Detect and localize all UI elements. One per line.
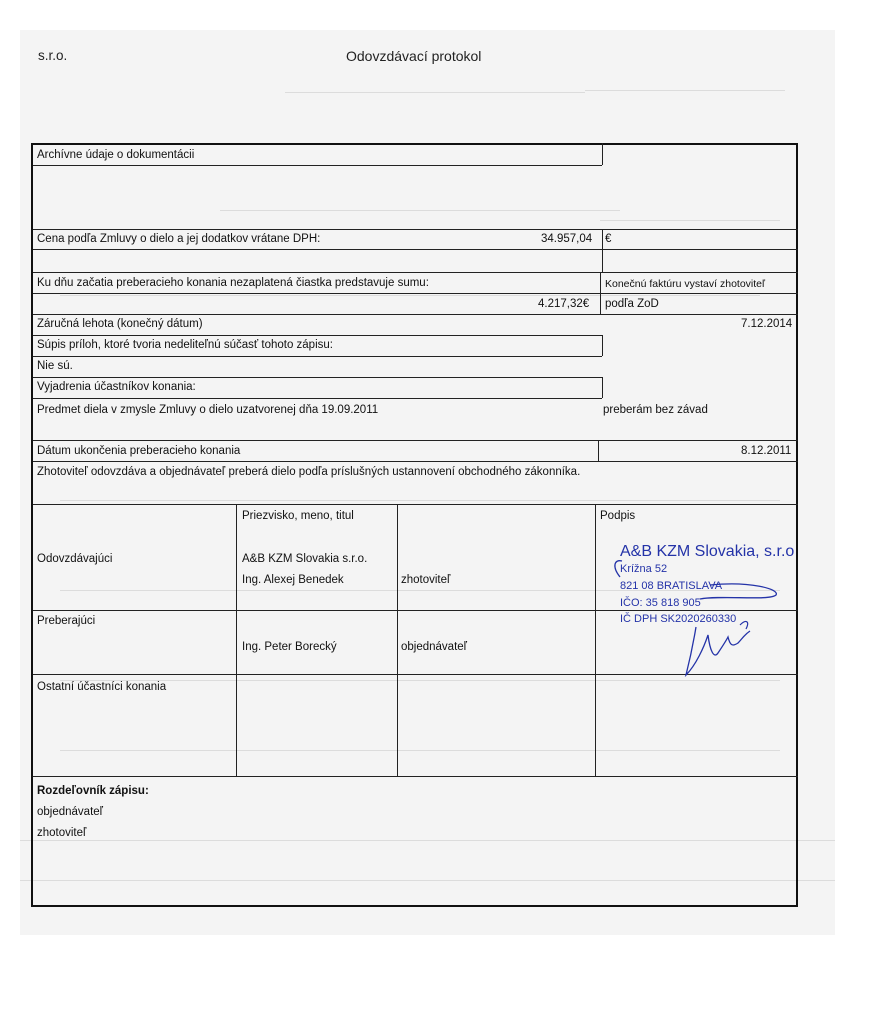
price-label: Cena podľa Zmluvy o dielo a jej dodatkov vrátane DPH:: [37, 233, 321, 245]
price-currency: €: [605, 233, 612, 245]
bleed-through-line: [285, 92, 585, 93]
table-rule: [33, 398, 602, 399]
stamp-street: Krížna 52: [620, 563, 668, 575]
table-rule: [600, 272, 601, 314]
handing-company: A&B KZM Slovakia s.r.o.: [242, 553, 368, 565]
col-signature-header: Podpis: [600, 510, 636, 522]
archive-label: Archívne údaje o dokumentácii: [37, 149, 195, 161]
receiving-label: Preberajúci: [37, 615, 96, 627]
table-rule: [595, 504, 596, 776]
distribution-item: objednávateľ: [37, 806, 104, 818]
table-rule: [236, 504, 237, 776]
unpaid-note-zod: podľa ZoD: [605, 298, 659, 310]
handover-text: Zhotoviteľ odovzdáva a objednávateľ preberá dielo podľa príslušných ustannovení obchodného zákonníka.: [37, 466, 581, 478]
distribution-item: zhotoviteľ: [37, 827, 87, 839]
handing-person: Ing. Alexej Benedek: [242, 574, 344, 586]
company-suffix: s.r.o.: [38, 48, 68, 63]
bleed-through-line: [585, 90, 785, 91]
table-rule: [602, 229, 603, 272]
table-rule: [598, 440, 599, 461]
col-name-header: Priezvisko, meno, titul: [242, 510, 354, 522]
distribution-label: Rozdeľovník zápisu:: [37, 785, 149, 797]
receiving-person: Ing. Peter Borecký: [242, 641, 337, 653]
table-rule: [33, 504, 798, 505]
attachments-label: Súpis príloh, ktoré tvoria nedeliteľnú súčasť tohoto zápisu:: [37, 339, 333, 351]
document-title: Odovzdávací protokol: [346, 48, 482, 64]
unpaid-note: Konečnú faktúru vystaví zhotoviteľ: [605, 278, 766, 290]
subject-text: Predmet diela v zmysle Zmluvy o dielo uzatvorenej dňa 19.09.2011: [37, 404, 379, 416]
warranty-value: 7.12.2014: [741, 318, 793, 330]
warranty-label: Záručná lehota (konečný dátum): [37, 318, 203, 330]
table-rule: [33, 249, 798, 250]
table-rule: [33, 356, 602, 357]
table-rule: [33, 314, 798, 315]
stamp-city: 821 08 BRATISLAVA: [620, 580, 723, 592]
table-rule: [397, 504, 398, 776]
price-value: 34.957,04: [541, 233, 593, 245]
table-rule: [33, 461, 798, 462]
unpaid-value: 4.217,32€: [538, 298, 590, 310]
receiving-role: objednávateľ: [401, 641, 468, 653]
table-rule: [602, 335, 603, 356]
table-rule: [33, 165, 602, 166]
subject-result: preberám bez závad: [603, 404, 708, 416]
table-rule: [33, 272, 798, 273]
table-rule: [602, 377, 603, 398]
table-rule: [33, 335, 602, 336]
handing-role: zhotoviteľ: [401, 574, 451, 586]
signature-icon: [600, 555, 840, 685]
table-rule: [33, 377, 602, 378]
unpaid-label: Ku dňu začatia preberacieho konania nezaplatená čiastka predstavuje sumu:: [37, 277, 429, 289]
stamp-dic: IČ DPH SK2020260330: [620, 613, 737, 625]
attachments-value: Nie sú.: [37, 360, 73, 372]
end-date-value: 8.12.2011: [741, 445, 792, 457]
stamp-ico: IČO: 35 818 905: [620, 597, 701, 609]
others-label: Ostatní účastníci konania: [37, 681, 167, 693]
stamp-company: A&B KZM Slovakia, s.r.o: [620, 543, 795, 560]
table-rule: [33, 229, 798, 230]
table-rule: [33, 776, 798, 777]
table-rule: [33, 293, 798, 294]
handing-label: Odovzdávajúci: [37, 553, 113, 565]
statements-label: Vyjadrenia účastníkov konania:: [37, 381, 196, 393]
end-date-label: Dátum ukončenia preberacieho konania: [37, 445, 241, 457]
table-rule: [602, 143, 603, 165]
table-rule: [33, 440, 798, 441]
